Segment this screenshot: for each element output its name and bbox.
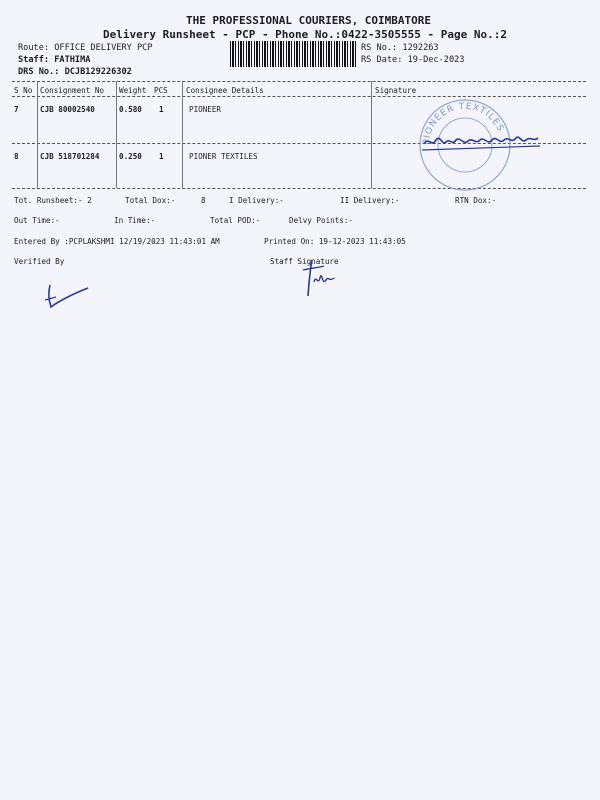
col-divider	[371, 81, 372, 188]
col-divider	[37, 81, 38, 188]
printed-on: Printed On: 19-12-2023 11:43:05	[264, 237, 406, 246]
verified-by: Verified By	[14, 257, 65, 266]
col-divider	[182, 81, 183, 188]
total-dox-value: 8	[201, 196, 206, 205]
staff-signature-label: Staff Signature	[270, 257, 339, 266]
company-name: THE PROFESSIONAL COURIERS, COIMBATORE	[186, 14, 432, 27]
out-time: Out Time:-	[14, 216, 60, 225]
row-consignment: CJB 80002540	[40, 105, 95, 114]
rtn-dox: RTN Dox:-	[455, 196, 497, 205]
row-consignee: PIONEER	[189, 105, 222, 114]
drs-number: DRS No.: DCJB129226302	[18, 67, 132, 77]
row-sno: 8	[14, 152, 19, 161]
in-time: In Time:-	[114, 216, 156, 225]
row-consignee: PIONER TEXTILES	[189, 152, 258, 161]
staff-signature	[300, 256, 340, 301]
route-label: Route: OFFICE DELIVERY PCP	[18, 43, 153, 53]
col-header-pcs: PCS	[154, 86, 168, 95]
col-header-weight: Weight	[119, 86, 147, 95]
row-weight: 0.580	[119, 105, 142, 114]
rs-number: RS No.: 1292263	[361, 43, 439, 53]
delvy-points: Delvy Points:-	[289, 216, 354, 225]
consignee-signature	[420, 128, 550, 158]
row-sno: 7	[14, 105, 19, 114]
table-top-rule	[12, 81, 586, 82]
runsheet-title: Delivery Runsheet - PCP - Phone No.:0422-3505555 - Page No.:2	[103, 28, 507, 41]
total-dox-label: Total Dox:-	[125, 196, 176, 205]
col-header-consignment: Consignment No	[40, 86, 105, 95]
row-pcs: 1	[159, 152, 164, 161]
tot-runsheet: Tot. Runsheet:- 2	[14, 196, 92, 205]
total-pod: Total POD:-	[210, 216, 261, 225]
entered-by: Entered By :PCPLAKSHMI 12/19/2023 11:43:01 AM	[14, 237, 220, 246]
row-consignment: CJB 518701284	[40, 152, 100, 161]
stamp-text: PIONEER TEXTILES	[421, 101, 506, 146]
col-divider	[116, 81, 117, 188]
rs-date: RS Date: 19-Dec-2023	[361, 55, 465, 65]
col-header-sno: S No	[14, 86, 33, 95]
barcode	[230, 41, 356, 67]
row-weight: 0.250	[119, 152, 142, 161]
col-header-signature: Signature	[375, 86, 417, 95]
verified-signature	[42, 283, 92, 313]
staff-label: Staff: FATHIMA	[18, 55, 91, 65]
col-header-consignee: Consignee Details	[186, 86, 264, 95]
row-pcs: 1	[159, 105, 164, 114]
i-delivery: I Delivery:-	[229, 196, 284, 205]
ii-delivery: II Delivery:-	[340, 196, 400, 205]
